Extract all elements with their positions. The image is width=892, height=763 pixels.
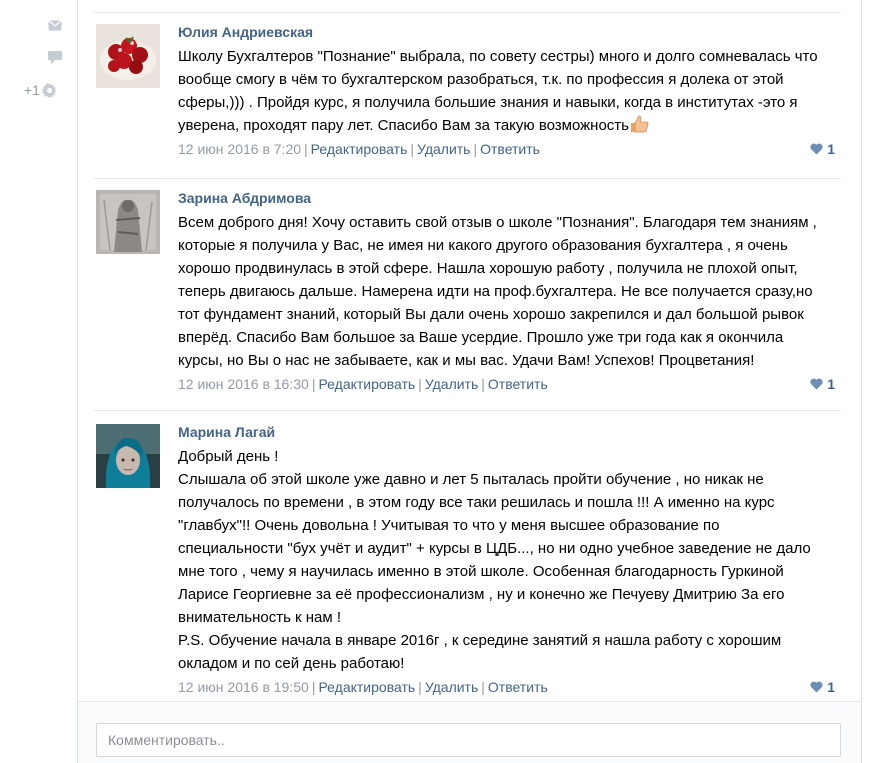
delete-link[interactable]: Удалить: [417, 141, 471, 157]
like-count: 1: [827, 376, 835, 392]
comment-text: Всем доброго дня! Хочу оставить свой отзыв о школе "Познания". Благодаря тем знаниям , которые я получила у Вас, не имея ни какого другого образования бухгалтера , я очень хорошо продвинулась в этой сфере. Нашла хорошую работу , получила не плохой опыт, теперь двигаюсь дальше. Намерена идти на проф.бухгалтера. Не все получается сразу,но тот фундамент знаний, который Вы дали очень хорошо закрепился и дал большой рывок вперёд. Спасибо Вам большое за Ваше усердие. Прошло уже три года как я окончила курсы, но Вы о нас не забываете, как и мы вас. Удачи Вам! Успехов! Процветания!: [178, 214, 817, 369]
comments-panel: [77, 0, 862, 763]
envelope-icon[interactable]: [44, 14, 66, 36]
comment-item: [94, 424, 841, 702]
comment-date[interactable]: 12 июн 2016 в 16:30: [178, 376, 309, 392]
comment-body: [178, 24, 841, 159]
avatar[interactable]: [96, 190, 160, 254]
comment-text-content: Школу Бухгалтеров "Познание" выбрала, по совету сестры) много и долго сомневалась что вообще смогу в чём то бухгалтерском разобраться, т.к. по профессия я долека от этой сферы,))) . Пройдя курс, я получила большие знания и навыки, когда в институтах -это я уверена, проходят пару лет. Спасибо Вам за такую возможность: [178, 48, 818, 134]
comment-meta: 12 июн 2016 в 16:30 | Редактировать | Удалить | Ответить 1: [178, 376, 835, 392]
comment-meta: 12 июн 2016 в 7:20 | Редактировать | Удалить | Ответить 1: [178, 141, 835, 157]
comment-date[interactable]: 12 июн 2016 в 7:20: [178, 141, 302, 157]
left-rail: [0, 0, 77, 763]
comment-item: [94, 190, 841, 411]
delete-link[interactable]: Удалить: [424, 376, 479, 392]
comment-body: [178, 190, 841, 394]
comment-text: [178, 45, 841, 137]
avatar[interactable]: [96, 24, 160, 88]
like-button[interactable]: [810, 374, 835, 394]
edit-link[interactable]: Редактировать: [318, 376, 416, 392]
comment-input[interactable]: [96, 723, 841, 757]
comment-date[interactable]: 12 июн 2016 в 19:50: [178, 679, 309, 695]
edit-link[interactable]: Редактировать: [318, 679, 416, 695]
like-button[interactable]: [810, 677, 835, 697]
heart-icon: [810, 143, 823, 155]
comment-body: [178, 424, 841, 697]
speech-bubble-icon[interactable]: [44, 46, 66, 68]
delete-link[interactable]: Удалить: [424, 679, 479, 695]
edit-link[interactable]: Редактировать: [310, 141, 408, 157]
comment-composer: [78, 701, 861, 763]
comment-author[interactable]: Юлия Андриевская: [178, 24, 314, 40]
avatar[interactable]: [96, 424, 160, 488]
reply-link[interactable]: Ответить: [480, 141, 540, 157]
gear-icon[interactable]: [42, 83, 57, 98]
like-count: 1: [827, 141, 835, 157]
reply-link[interactable]: Ответить: [487, 679, 548, 695]
like-count: 1: [827, 679, 835, 695]
divider: [94, 12, 841, 13]
plus-one-settings[interactable]: [24, 82, 57, 98]
comment-text: Добрый день ! Слышала об этой школе уже давно и лет 5 пыталась пройти обучение , но никак не получалось по времени , в этом году все таки решилась и пошла !!! А именно на курс "главбух"!! Очень довольна ! Учитывая то что у меня высшее образование по специальности "бух учёт и аудит" + курсы в ЦДБ..., но ни одно учебное заведение не дало мне того , чему я научилась именно в этой школе. Особенная благодарность Гуркиной Ларисе Георгиевне за её профессионализм , ну и конечно же Печуеву Дмитрию За его внимательность к нам ! P.S. Обучение начала в январе 2016г , к середине занятий я нашла работу с хорошим окладом и по сей день работаю!: [178, 448, 811, 672]
comment-author[interactable]: Зарина Абдримова: [178, 190, 312, 206]
heart-icon: [810, 681, 823, 693]
comment-meta: 12 июн 2016 в 19:50 | Редактировать | Удалить | Ответить 1: [178, 679, 835, 695]
comment-author[interactable]: Марина Лагай: [178, 424, 276, 440]
plus-count: +1: [24, 82, 40, 98]
reply-link[interactable]: Ответить: [487, 376, 548, 392]
comment-item: [94, 24, 841, 179]
thumbs-up-icon: [629, 115, 649, 133]
heart-icon: [810, 378, 823, 390]
like-button[interactable]: [810, 139, 835, 159]
